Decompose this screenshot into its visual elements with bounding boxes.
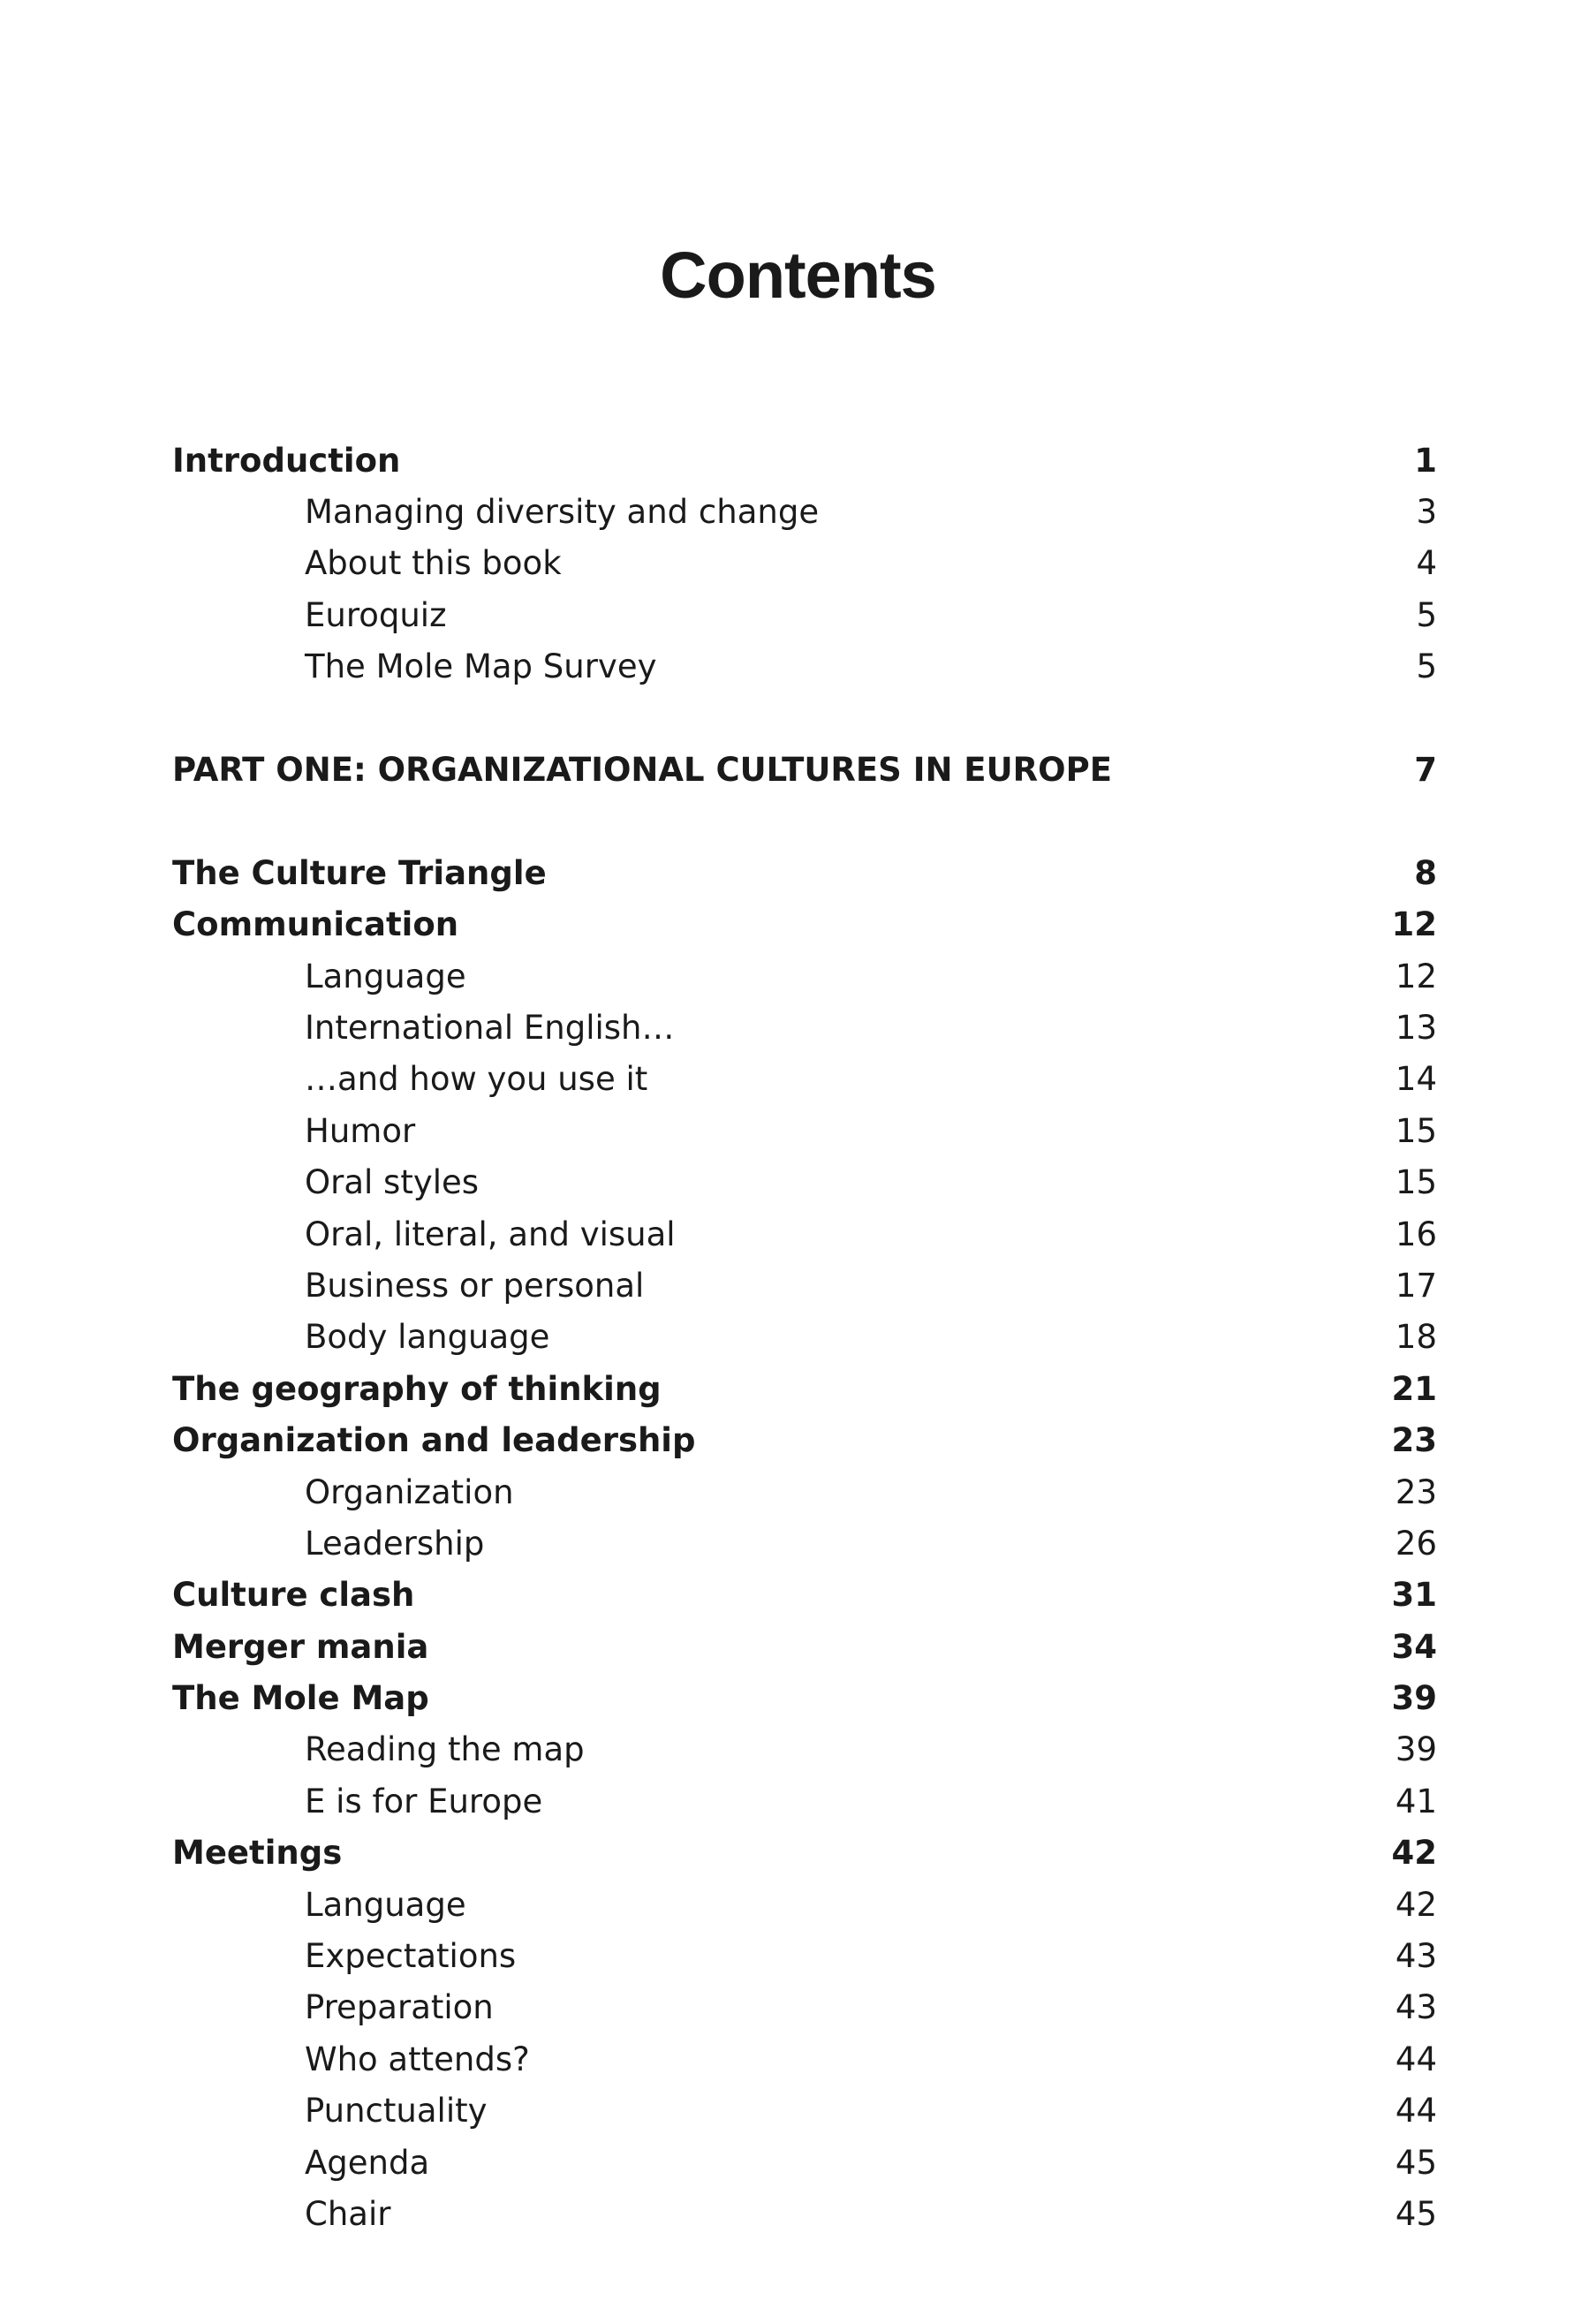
toc-subentry[interactable] xyxy=(172,1105,1437,1156)
toc-subentry[interactable] xyxy=(172,641,1437,693)
toc-entry-page: 5 xyxy=(1416,647,1437,686)
toc-entry-page: 18 xyxy=(1395,1318,1437,1357)
toc-entry-label: International English… xyxy=(305,1008,675,1047)
toc-subentry[interactable] xyxy=(172,589,1437,640)
toc-entry-label: Reading the map xyxy=(305,1730,585,1769)
toc-entry-label: About this book xyxy=(305,544,562,583)
toc-entry-page: 12 xyxy=(1395,957,1437,995)
toc-subentry[interactable] xyxy=(172,1002,1437,1053)
toc-entry-label: Merger mania xyxy=(172,1627,429,1666)
toc-subentry[interactable] xyxy=(172,2033,1437,2085)
toc-entry[interactable] xyxy=(172,899,1437,950)
toc-entry-label: Managing diversity and change xyxy=(305,493,820,532)
toc-subentry[interactable] xyxy=(172,1466,1437,1518)
toc-subentry[interactable] xyxy=(172,1879,1437,1930)
toc-entry-page: 39 xyxy=(1391,1679,1437,1718)
toc-subentry[interactable] xyxy=(172,2137,1437,2188)
toc-entry-label: The Mole Map xyxy=(172,1679,429,1718)
toc-entry-page: 5 xyxy=(1416,595,1437,634)
toc-entry-page: 41 xyxy=(1395,1782,1437,1820)
toc-entry-page: 23 xyxy=(1391,1421,1437,1460)
toc-entry-label: Business or personal xyxy=(305,1266,645,1305)
toc-entry-label: Communication xyxy=(172,905,459,944)
toc-entry[interactable] xyxy=(172,1414,1437,1465)
toc-entry-page: 14 xyxy=(1395,1060,1437,1099)
toc-entry-label: The geography of thinking xyxy=(172,1369,662,1408)
toc-subentry[interactable] xyxy=(172,1312,1437,1363)
toc-entry-page: 17 xyxy=(1395,1266,1437,1305)
toc-entry-label: Euroquiz xyxy=(305,595,447,634)
toc-subentry[interactable] xyxy=(172,950,1437,1002)
toc-entry-page: 8 xyxy=(1414,853,1437,892)
toc-entry-page: 45 xyxy=(1395,2194,1437,2233)
toc-entry[interactable] xyxy=(172,847,1437,898)
toc-entry-label: The Culture Triangle xyxy=(172,853,547,892)
toc-entry-page: 44 xyxy=(1395,2092,1437,2131)
toc-entry-label: Leadership xyxy=(305,1524,485,1563)
toc-entry-label: Who attends? xyxy=(305,2040,530,2078)
toc-subentry[interactable] xyxy=(172,2188,1437,2239)
page-title: Contents xyxy=(660,238,936,312)
toc-subentry[interactable] xyxy=(172,1156,1437,1207)
toc-entry-page: 43 xyxy=(1395,1988,1437,2027)
toc-entry-label: Body language xyxy=(305,1318,550,1357)
toc-entry[interactable] xyxy=(172,435,1437,486)
toc-entry[interactable] xyxy=(172,1672,1437,1723)
toc-entry-label: Organization xyxy=(305,1472,514,1511)
toc-entry-label: Chair xyxy=(305,2194,391,2233)
toc-entry-page: 31 xyxy=(1391,1576,1437,1615)
toc-entry-page: 23 xyxy=(1395,1472,1437,1511)
toc-subentry[interactable] xyxy=(172,1775,1437,1827)
toc-entry[interactable] xyxy=(172,1570,1437,1621)
toc-entry-label: Organization and leadership xyxy=(172,1421,696,1460)
toc-entry-label: …and how you use it xyxy=(305,1060,648,1099)
toc-entry-label: The Mole Map Survey xyxy=(305,647,657,686)
toc-entry-label: Oral styles xyxy=(305,1163,480,1202)
toc-entry-page: 4 xyxy=(1416,544,1437,583)
toc-entry-page: 12 xyxy=(1391,905,1437,944)
toc-entry[interactable] xyxy=(172,1828,1437,1879)
toc-entry-page: 21 xyxy=(1391,1369,1437,1408)
toc-entry-page: 15 xyxy=(1395,1111,1437,1150)
toc-entry-page: 26 xyxy=(1395,1524,1437,1563)
toc-entry-label: Expectations xyxy=(305,1937,517,1976)
toc-part-heading[interactable] xyxy=(172,744,1437,795)
toc-subentry[interactable] xyxy=(172,538,1437,589)
toc-entry-page: 44 xyxy=(1395,2040,1437,2078)
toc-entry-page: 1 xyxy=(1414,441,1437,480)
toc-entry-label: Language xyxy=(305,1885,466,1924)
toc-entry-page: 39 xyxy=(1395,1730,1437,1769)
table-of-contents xyxy=(172,435,1437,2240)
toc-entry-page: 13 xyxy=(1395,1008,1437,1047)
toc-entry-page: 3 xyxy=(1416,493,1437,532)
toc-entry-label: Humor xyxy=(305,1111,416,1150)
section-spacer xyxy=(172,796,1437,847)
toc-subentry[interactable] xyxy=(172,486,1437,537)
toc-subentry[interactable] xyxy=(172,1930,1437,1981)
toc-entry-label: Preparation xyxy=(305,1988,494,2027)
toc-entry-page: 42 xyxy=(1395,1885,1437,1924)
toc-entry-page: 7 xyxy=(1414,751,1437,790)
toc-entry-page: 45 xyxy=(1395,2143,1437,2182)
toc-entry-label: E is for Europe xyxy=(305,1782,543,1820)
toc-entry-label: Meetings xyxy=(172,1834,343,1873)
toc-entry-label: Agenda xyxy=(305,2143,430,2182)
toc-entry[interactable] xyxy=(172,1621,1437,1672)
toc-entry[interactable] xyxy=(172,1363,1437,1414)
toc-entry-label: PART ONE: ORGANIZATIONAL CULTURES IN EUROPE xyxy=(172,751,1112,790)
toc-subentry[interactable] xyxy=(172,1982,1437,2033)
toc-entry-label: Language xyxy=(305,957,466,995)
toc-subentry[interactable] xyxy=(172,1208,1437,1260)
toc-entry-page: 34 xyxy=(1391,1627,1437,1666)
toc-subentry[interactable] xyxy=(172,1724,1437,1775)
toc-entry-page: 43 xyxy=(1395,1937,1437,1976)
toc-subentry[interactable] xyxy=(172,1054,1437,1105)
toc-entry-page: 15 xyxy=(1395,1163,1437,1202)
toc-subentry[interactable] xyxy=(172,1260,1437,1311)
toc-entry-label: Introduction xyxy=(172,441,401,480)
toc-entry-label: Oral, literal, and visual xyxy=(305,1215,676,1253)
toc-entry-page: 42 xyxy=(1391,1834,1437,1873)
toc-entry-page: 16 xyxy=(1395,1215,1437,1253)
toc-entry-label: Culture clash xyxy=(172,1576,415,1615)
toc-subentry[interactable] xyxy=(172,2085,1437,2137)
section-spacer xyxy=(172,693,1437,744)
toc-subentry[interactable] xyxy=(172,1518,1437,1569)
toc-entry-label: Punctuality xyxy=(305,2092,488,2131)
